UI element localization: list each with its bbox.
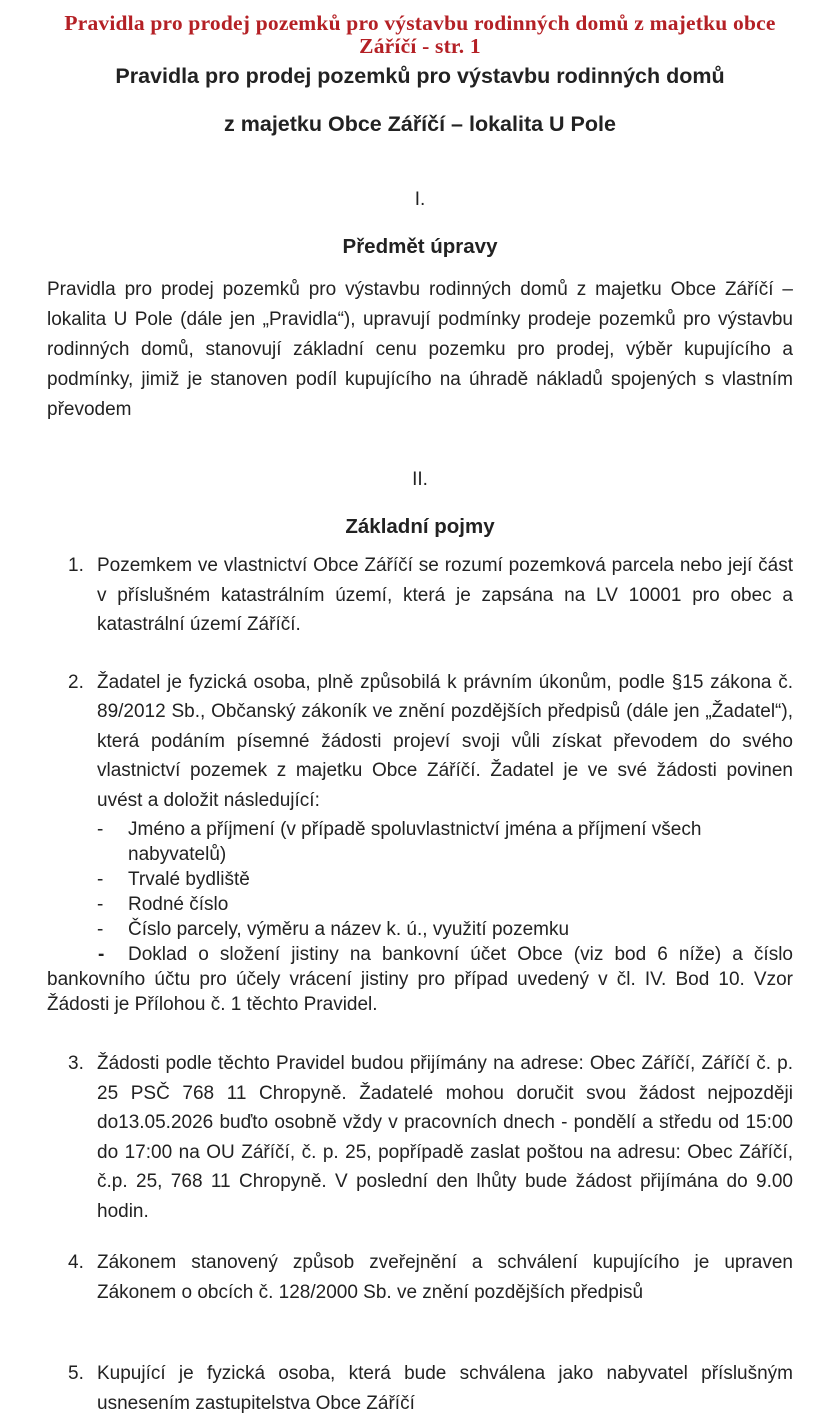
document-subtitle: z majetku Obce Záříčí – lokalita U Pole (224, 112, 616, 136)
list-item-1 (47, 551, 793, 640)
list-item-2-text: Žadatel je fyzická osoba, plně způsobilá k právním úkonům, podle §15 zákona č. 89/2012 Sb., Občanský zákoník ve znění pozdějších předpisů (dále jen „Žadatel“), která podáním písemné žádosti projeví svoji vůli získat převodem do svého vlastnictví pozemek z majetku Obce Záříčí. Žadatel je ve své žádosti povinen uvést a doložit následující: (97, 671, 793, 811)
list-item-5-text: Kupující je fyzická osoba, která bude schválena jako nabyvatel příslušným usnesením zastupitelstva Obce Záříčí (97, 1363, 793, 1414)
page-header-title: Pravidla pro prodej pozemků pro výstavbu rodinných domů z majetku obce Záříčí - str. 1 (64, 11, 776, 58)
list-item-3 (47, 1049, 793, 1226)
list-item-4-number: 4. (68, 1252, 84, 1273)
section-2-heading: Základní pojmy (345, 515, 495, 538)
list-item-4 (47, 1248, 793, 1307)
dash-bullet-marker: - (97, 819, 104, 840)
document-title: Pravidla pro prodej pozemků pro výstavbu rodinných domů (115, 64, 725, 88)
sub-bullet-5-text: Doklad o složení jistiny na bankovní účet Obce (viz bod 6 níže) a číslo bankovního účtu pro účely vrácení jistiny pro případ uvedený v čl. IV. Bod 10. Vzor Žádosti je Přílohou č. 1 těchto Pravidel. (47, 944, 793, 1015)
list-item-5-number: 5. (68, 1363, 84, 1384)
list-item-5 (47, 1359, 793, 1418)
sub-bullet-1 (97, 817, 793, 867)
sub-bullet-5-hanging (47, 942, 793, 1017)
sub-bullet-2-text: Trvalé bydliště (128, 869, 250, 890)
sub-bullet-4 (97, 917, 793, 942)
sub-bullet-3-text: Rodné číslo (128, 894, 229, 915)
sub-bullet-2 (97, 867, 793, 892)
list-item-1-number: 1. (68, 555, 84, 576)
sub-bullet-1-text: Jméno a příjmení (v případě spoluvlastnictví jména a příjmení všech nabyvatelů) (128, 819, 702, 865)
list-item-3-number: 3. (68, 1053, 84, 1074)
list-item-4-text: Zákonem stanovený způsob zveřejnění a schválení kupujícího je upraven Zákonem o obcích č. 128/2000 Sb. ve znění pozdějších předpisů (97, 1252, 793, 1303)
list-item-2-body (97, 668, 793, 943)
list-item-2 (47, 668, 793, 943)
numbered-list (47, 551, 793, 1418)
list-item-1-text: Pozemkem ve vlastnictví Obce Záříčí se rozumí pozemková parcela nebo její část v příslušném katastrálním území, která je zapsána na LV 10001 pro obec a katastrální území Záříčí. (97, 555, 793, 635)
section-1-heading: Předmět úpravy (342, 235, 498, 258)
sub-bullet-4-text: Číslo parcely, výměru a název k. ú., využití pozemku (128, 919, 570, 940)
list-item-3-text: Žádosti podle těchto Pravidel budou přijímány na adrese: Obec Záříčí, Záříčí č. p. 25 PSČ 768 11 Chropyně. Žadatelé mohou doručit svou žádost nejpozději do13.05.2026 buďto osobně vždy v pracovních dnech - pondělí a středu od 15:00 do 17:00 na OU Záříčí, č. p. 25, popřípadě zaslat poštou na adresu: Obec Záříčí, č.p. 25, 768 11 Chropyně. V poslední den lhůty bude žádost přijímána do 9.00 hodin. (97, 1053, 793, 1222)
section-1-paragraph: Pravidla pro prodej pozemků pro výstavbu rodinných domů z majetku Obce Záříčí – lokalita U Pole (dále jen „Pravidla“), upravují podmínky prodeje pozemků pro výstavbu rodinných domů, stanovují základní cenu pozemku pro prodej, výběr kupujícího a podmínky, jimiž je stanoven podíl kupujícího na úhradě nákladů spojených s vlastním převodem (47, 279, 793, 420)
sub-bullet-3 (97, 892, 793, 917)
dash-bullet-marker: - (97, 894, 104, 915)
list-item-2-sub-bullets (97, 817, 793, 942)
dash-bullet-marker: - (97, 869, 104, 890)
dash-bullet-marker: - (98, 944, 105, 965)
section-2-number: II. (412, 469, 428, 490)
dash-bullet-marker: - (97, 919, 104, 940)
section-1-number: I. (414, 189, 426, 210)
list-item-2-number: 2. (68, 671, 84, 693)
